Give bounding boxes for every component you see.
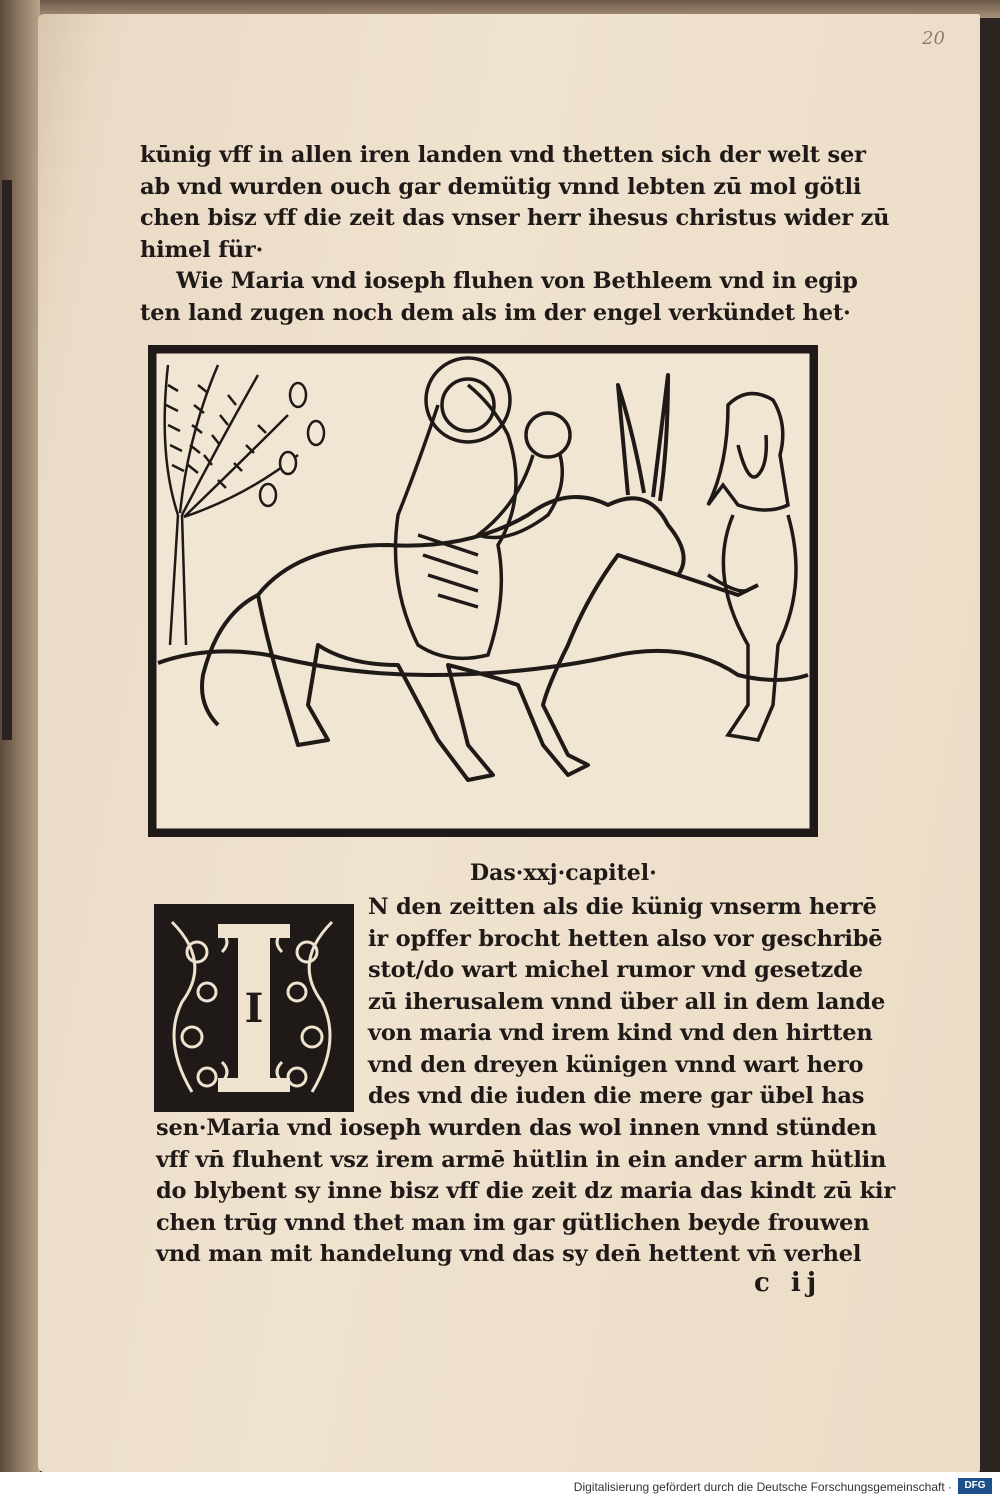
text-line: vnd den dreyen künigen vnnd wart hero [368,1051,864,1078]
text-line: von maria vnd irem kind vnd den hirtten [368,1020,873,1046]
chapter-body [156,1113,895,1271]
text-line: Wie Maria vnd ioseph fluhen von Bethleem vnd in egip [176,268,858,294]
text-line: sen·Maria vnd ioseph wurden das wol innen vnnd stünden [156,1115,877,1141]
decorated-initial [152,902,356,1114]
text-line: ab vnd wurden ouch gar demütig vnnd lebten zū mol götli [140,173,862,200]
section-heading [140,266,858,329]
digitization-footer [0,1472,1000,1501]
chapter-body-opening [368,892,885,1113]
text-line: ten land zugen noch dem als im der engel verkündet het· [140,299,851,326]
dfg-logo-icon: DFG [958,1478,992,1494]
text-line: himel für· [140,236,264,263]
text-line: des vnd die iuden die mere gar übel has [368,1083,865,1109]
chapter-title: Das·xxj·capitel· [470,860,657,886]
adjacent-page-edge [0,0,40,1501]
text-line: zū iherusalem vnnd über all in dem lande [368,988,886,1015]
initial-letter: I [244,985,264,1032]
text-line: chen trūg vnnd thet man im gar gütlichen beyde frouwen [156,1209,870,1236]
text-line: N den zeitten als die künig vnserm herrē [368,894,877,920]
text-line: do blybent sy inne bisz vff die zeit dz maria das kindt zū kir [156,1178,896,1204]
woodcut-illustration [148,345,818,837]
binding-strip [2,180,12,740]
signature-mark: c ij [754,1268,823,1298]
intro-paragraph [140,140,889,266]
text-line: stot/do wart michel rumor vnd gesetzde [368,957,863,983]
text-line: chen bisz vff die zeit das vnser herr ihesus christus wider zū [140,205,890,231]
text-line: vff vn̄ fluhent vsz irem armē hütlin in ein ander arm hütlin [156,1146,887,1173]
text-line: vnd man mit handelung vnd das sy den̄ hettent vn̄ verhel [156,1241,862,1267]
footer-credit: Digitalisierung gefördert durch die Deutsche Forschungsgemeinschaft · [573,1480,952,1494]
text-line: ir opffer brocht hetten also vor geschribē [368,925,883,952]
folio-number: 20 [922,28,945,49]
text-line: kūnig vff in allen iren landen vnd thetten sich der welt ser [140,142,866,168]
